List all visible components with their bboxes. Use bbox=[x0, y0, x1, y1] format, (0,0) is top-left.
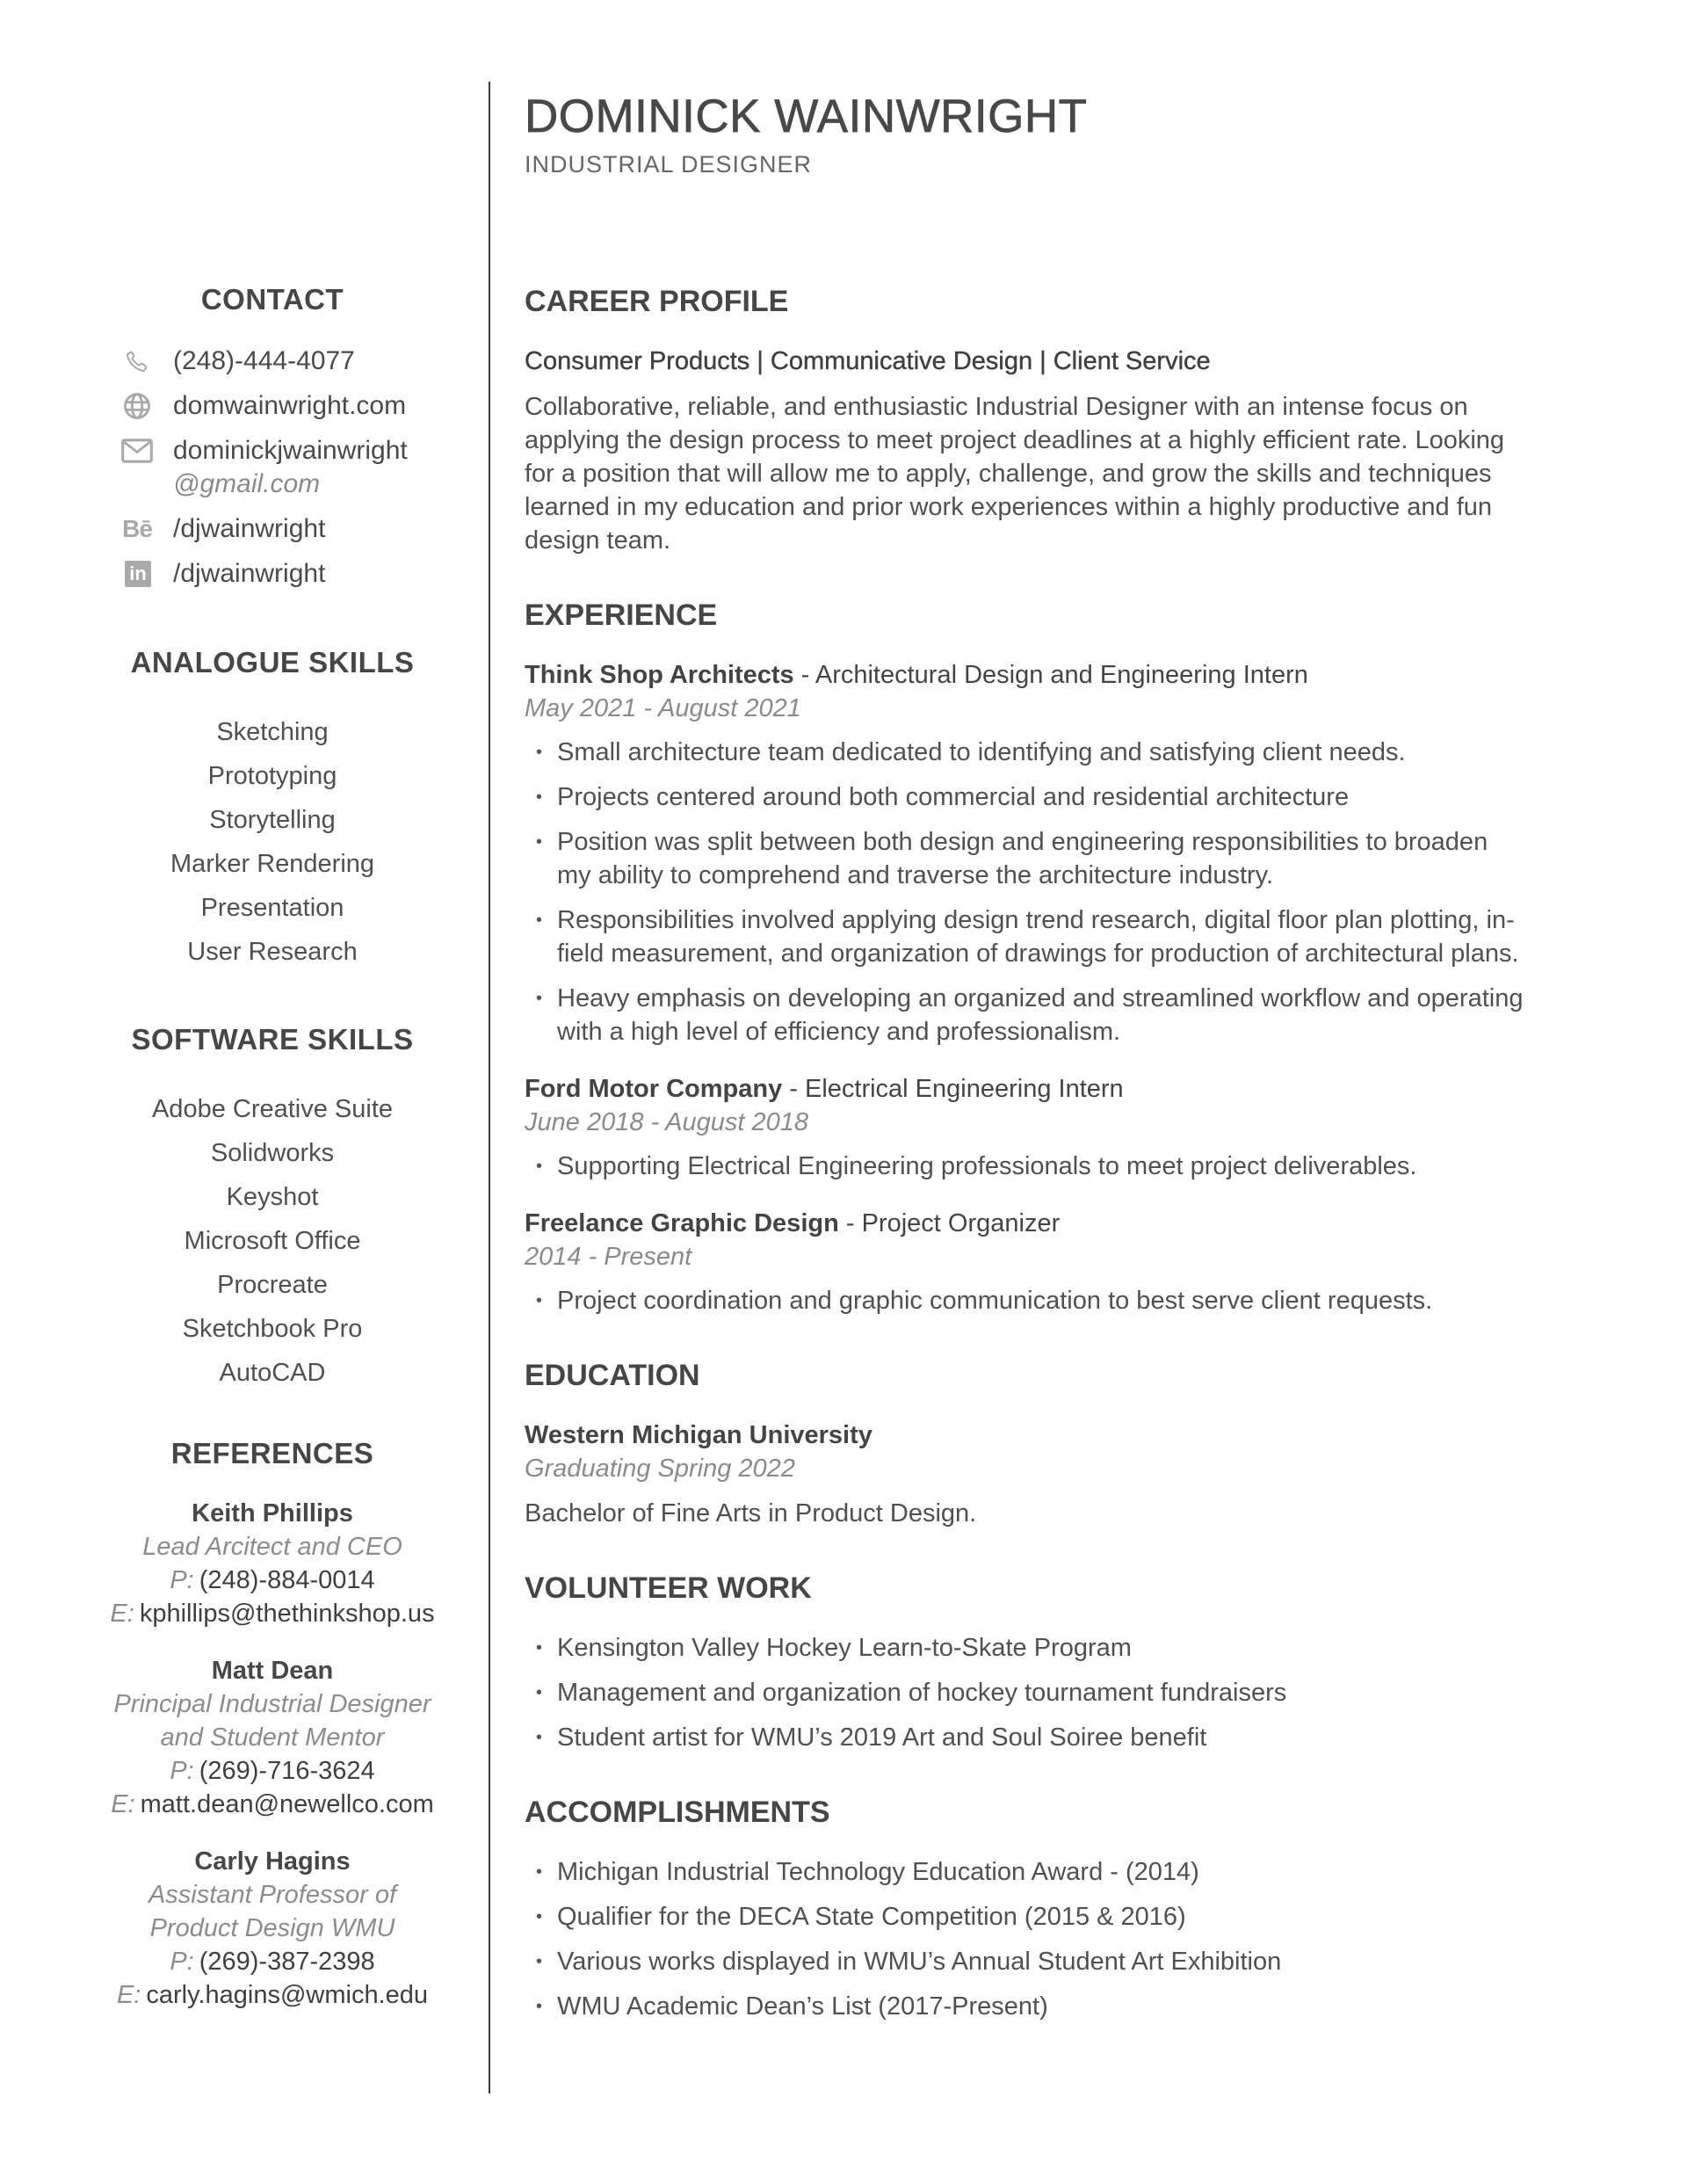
software-skills-section bbox=[53, 1020, 492, 1395]
bullet-item bbox=[525, 1150, 1599, 1183]
bullet-icon: • bbox=[536, 1997, 543, 2016]
reference-card bbox=[53, 1654, 492, 1821]
bullet-item bbox=[525, 1900, 1599, 1934]
reference-email bbox=[53, 1597, 492, 1630]
reference-email bbox=[53, 1978, 492, 2012]
skill-item: Sketching bbox=[216, 718, 329, 746]
bullet-text: Qualifier for the DECA State Competition (2015 & 2016) bbox=[557, 1903, 1186, 1931]
bullet-text: field measurement, and organization of drawings for production of architectural plans. bbox=[557, 940, 1519, 968]
contact-value: domwainwright.com bbox=[173, 391, 407, 420]
globe-icon bbox=[121, 391, 153, 421]
phone-icon bbox=[121, 346, 153, 376]
phone-label: P: bbox=[170, 1948, 194, 1976]
bullet-text: Projects centered around both commercial and residential architecture bbox=[557, 783, 1350, 811]
accomplishments-heading: ACCOMPLISHMENTS bbox=[525, 1796, 830, 1829]
summary-line: applying the design process to meet project deadlines at a highly efficient rate. Looking bbox=[525, 426, 1505, 454]
bullet-icon: • bbox=[536, 832, 543, 852]
job-title bbox=[525, 1207, 1599, 1240]
reference-card bbox=[53, 1497, 492, 1630]
email-label: E: bbox=[116, 1981, 141, 2009]
bullet-item bbox=[525, 1284, 1599, 1317]
bullet-text: Position was split between both design and engineering responsibilities to broaden bbox=[557, 828, 1488, 856]
job-position: - Electrical Engineering Intern bbox=[782, 1075, 1124, 1103]
bullet-text: Michigan Industrial Technology Education Award - (2014) bbox=[557, 1858, 1199, 1886]
email-label: E: bbox=[111, 1790, 135, 1818]
bullet-icon: • bbox=[536, 911, 543, 930]
education-dates: Graduating Spring 2022 bbox=[525, 1455, 795, 1483]
job-position: - Project Organizer bbox=[838, 1209, 1061, 1237]
analogue-skills-section bbox=[53, 643, 492, 974]
skill-item: Procreate bbox=[217, 1271, 328, 1299]
skill-item: Presentation bbox=[200, 894, 344, 922]
reference-name: Keith Phillips bbox=[192, 1499, 353, 1527]
contact-value: dominickjwainwright bbox=[173, 436, 408, 465]
bullet-icon: • bbox=[536, 1683, 543, 1702]
job-entry bbox=[525, 1072, 1599, 1183]
bullet-item bbox=[525, 1945, 1599, 1978]
contact-value: @gmail.com bbox=[173, 469, 321, 498]
resume-header bbox=[525, 91, 1088, 180]
bullet-icon: • bbox=[536, 1952, 543, 1971]
reference-role: Principal Industrial Designer bbox=[113, 1690, 431, 1718]
contact-list bbox=[53, 345, 492, 591]
reference-role: and Student Mentor bbox=[160, 1723, 385, 1752]
phone-label: P: bbox=[170, 1566, 194, 1594]
experience-list bbox=[525, 658, 1599, 1317]
bullet-text: Kensington Valley Hockey Learn-to-Skate Program bbox=[557, 1634, 1132, 1662]
experience-heading: EXPERIENCE bbox=[525, 599, 718, 632]
contact-item[interactable] bbox=[53, 345, 492, 378]
job-company: Freelance Graphic Design bbox=[525, 1209, 839, 1237]
reference-name: Matt Dean bbox=[211, 1657, 334, 1685]
career-profile-heading: CAREER PROFILE bbox=[525, 285, 789, 318]
bullet-text: Supporting Electrical Engineering professionals to meet project deliverables. bbox=[557, 1152, 1417, 1180]
reference-phone bbox=[53, 1754, 492, 1788]
summary-line: learned in my education and prior work experiences within a highly productive and fun bbox=[525, 493, 1493, 521]
job-title bbox=[525, 658, 1599, 692]
bullet-text: with a high level of efficiency and professionalism. bbox=[557, 1018, 1121, 1046]
analogue-skills-list bbox=[53, 710, 492, 974]
reference-email bbox=[53, 1788, 492, 1821]
contact-value: /djwainwright bbox=[173, 559, 326, 588]
bullet-icon: • bbox=[536, 787, 543, 807]
bullet-text: Small architecture team dedicated to identifying and satisfying client needs. bbox=[557, 738, 1406, 766]
job-dates: June 2018 - August 2018 bbox=[525, 1108, 809, 1136]
contact-value: /djwainwright bbox=[173, 514, 326, 543]
job-company: Think Shop Architects bbox=[525, 661, 794, 689]
contact-item[interactable] bbox=[53, 389, 492, 423]
skill-item: Adobe Creative Suite bbox=[151, 1095, 394, 1123]
skill-item: Microsoft Office bbox=[184, 1227, 361, 1255]
volunteer-heading: VOLUNTEER WORK bbox=[525, 1571, 812, 1605]
contact-value: (248)-444-4077 bbox=[173, 346, 355, 375]
bullet-icon: • bbox=[536, 743, 543, 762]
phone-label: P: bbox=[170, 1757, 194, 1785]
summary-line: Collaborative, reliable, and enthusiastic Industrial Designer with an intense focus on bbox=[525, 393, 1468, 421]
skill-item: Storytelling bbox=[209, 806, 336, 834]
career-summary bbox=[525, 390, 1599, 557]
job-bullets bbox=[525, 1150, 1599, 1183]
degree: Bachelor of Fine Arts in Product Design. bbox=[525, 1499, 977, 1527]
job-dates: May 2021 - August 2021 bbox=[525, 694, 801, 722]
skill-item: Sketchbook Pro bbox=[182, 1315, 363, 1343]
reference-phone bbox=[53, 1564, 492, 1597]
reference-name: Carly Hagins bbox=[194, 1847, 351, 1876]
phone-value: (269)-387-2398 bbox=[199, 1948, 375, 1976]
bullet-text: Student artist for WMU’s 2019 Art and Soul Soiree benefit bbox=[557, 1723, 1207, 1752]
bullet-item bbox=[525, 1721, 1599, 1754]
job-position: - Architectural Design and Engineering Intern bbox=[793, 661, 1308, 689]
references-section bbox=[53, 1434, 492, 2012]
bullet-icon: • bbox=[536, 1157, 543, 1176]
email-label: E: bbox=[110, 1600, 134, 1628]
phone-value: (248)-884-0014 bbox=[199, 1566, 375, 1594]
summary-line: for a position that will allow me to apply, challenge, and grow the skills and techniques bbox=[525, 460, 1492, 488]
skill-item: Marker Rendering bbox=[170, 850, 375, 878]
bullet-icon: • bbox=[536, 1862, 543, 1882]
bullet-item bbox=[525, 825, 1599, 892]
job-title bbox=[525, 1072, 1599, 1106]
bullet-item bbox=[525, 1855, 1599, 1889]
accomplishments-section bbox=[525, 1793, 1599, 2023]
summary-line: design team. bbox=[525, 526, 671, 555]
candidate-role: INDUSTRIAL DESIGNER bbox=[525, 151, 813, 178]
phone-value: (269)-716-3624 bbox=[199, 1757, 375, 1785]
skill-item: Prototyping bbox=[207, 762, 337, 790]
bullet-item bbox=[525, 903, 1599, 970]
bullet-item bbox=[525, 1990, 1599, 2023]
volunteer-section bbox=[525, 1569, 1599, 1754]
references-heading: REFERENCES bbox=[170, 1437, 374, 1469]
job-bullets bbox=[525, 736, 1599, 1048]
bullet-item bbox=[525, 982, 1599, 1048]
skill-item: Keyshot bbox=[226, 1183, 319, 1211]
software-skills-list bbox=[53, 1087, 492, 1395]
experience-section bbox=[525, 596, 1599, 1317]
bullet-icon: • bbox=[536, 1638, 543, 1658]
mail-icon bbox=[121, 436, 153, 466]
job-entry bbox=[525, 658, 1599, 1048]
email-value: matt.dean@newellco.com bbox=[140, 1790, 434, 1818]
accomplishments-list bbox=[525, 1855, 1599, 2023]
bullet-text: my ability to comprehend and traverse the architecture industry. bbox=[557, 861, 1274, 889]
sidebar bbox=[53, 280, 492, 2035]
job-entry bbox=[525, 1207, 1599, 1317]
contact-heading: CONTACT bbox=[200, 283, 344, 316]
email-value: kphillips@thethinkshop.us bbox=[139, 1600, 435, 1628]
reference-role: Product Design WMU bbox=[149, 1914, 395, 1942]
school-name: Western Michigan University bbox=[525, 1421, 872, 1449]
reference-card bbox=[53, 1845, 492, 2012]
bullet-icon: • bbox=[536, 989, 543, 1008]
skill-item: Solidworks bbox=[210, 1139, 335, 1167]
bullet-item bbox=[525, 736, 1599, 769]
bullet-text: Various works displayed in WMU’s Annual Student Art Exhibition bbox=[557, 1948, 1282, 1976]
contact-section bbox=[53, 280, 492, 591]
contact-item[interactable] bbox=[53, 434, 492, 501]
job-company: Ford Motor Company bbox=[525, 1075, 783, 1103]
bullet-text: Project coordination and graphic communication to best serve client requests. bbox=[557, 1287, 1433, 1315]
bullet-item bbox=[525, 1676, 1599, 1709]
reference-role: Lead Arcitect and CEO bbox=[142, 1533, 402, 1561]
skill-item: AutoCAD bbox=[219, 1359, 326, 1387]
education-heading: EDUCATION bbox=[525, 1359, 700, 1392]
bullet-text: Heavy emphasis on developing an organized and streamlined workflow and operating bbox=[557, 984, 1524, 1012]
bullet-text: Responsibilities involved applying design trend research, digital floor plan plotting, in- bbox=[557, 906, 1515, 934]
bullet-icon: • bbox=[536, 1291, 543, 1310]
main-content bbox=[525, 282, 1599, 2023]
references-list bbox=[53, 1497, 492, 2012]
job-bullets bbox=[525, 1284, 1599, 1317]
skill-item: User Research bbox=[187, 938, 358, 966]
contact-item[interactable] bbox=[53, 512, 492, 546]
bullet-text: Management and organization of hockey tournament fundraisers bbox=[557, 1679, 1287, 1707]
contact-item[interactable] bbox=[53, 557, 492, 591]
analogue-skills-heading: ANALOGUE SKILLS bbox=[130, 646, 415, 678]
career-profile-section bbox=[525, 282, 1599, 557]
career-tagline: Consumer Products | Communicative Design | Client Service bbox=[525, 347, 1211, 375]
volunteer-list bbox=[525, 1631, 1599, 1754]
bullet-icon: • bbox=[536, 1728, 543, 1747]
reference-role: Assistant Professor of bbox=[148, 1881, 397, 1909]
behance-icon: Bē bbox=[122, 515, 152, 542]
bullet-item bbox=[525, 780, 1599, 814]
job-dates: 2014 - Present bbox=[525, 1243, 692, 1271]
reference-phone bbox=[53, 1945, 492, 1978]
education-section bbox=[525, 1356, 1599, 1530]
candidate-name: DOMINICK WAINWRIGHT bbox=[525, 91, 1088, 142]
bullet-text: WMU Academic Dean’s List (2017-Present) bbox=[557, 1992, 1048, 2021]
linkedin-icon: in bbox=[125, 561, 151, 587]
software-skills-heading: SOFTWARE SKILLS bbox=[131, 1023, 414, 1056]
bullet-icon: • bbox=[536, 1907, 543, 1926]
bullet-item bbox=[525, 1631, 1599, 1665]
email-value: carly.hagins@wmich.edu bbox=[146, 1981, 429, 2009]
